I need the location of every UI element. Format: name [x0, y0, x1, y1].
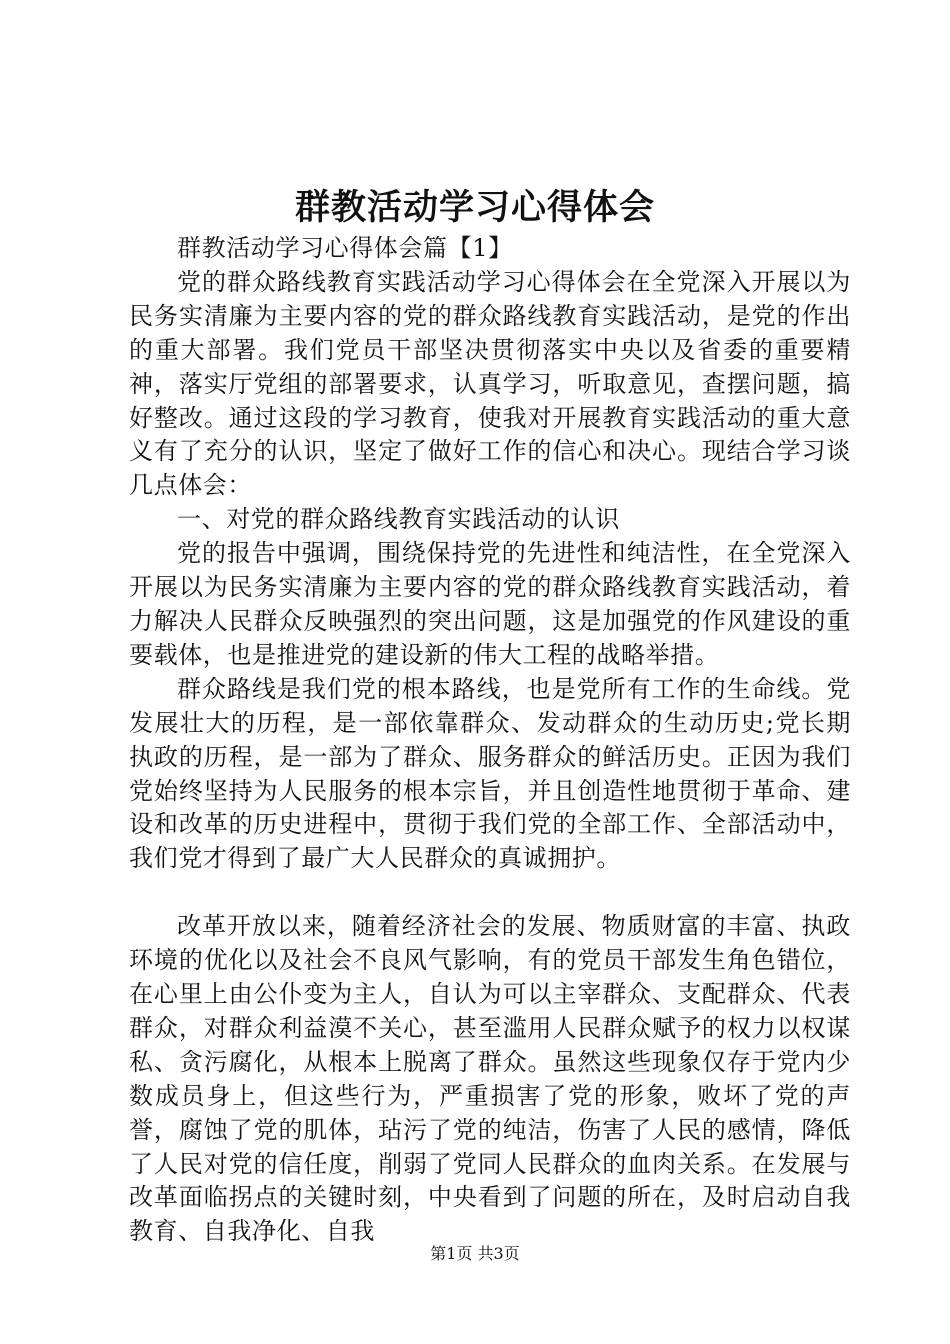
body-paragraph: 改革开放以来，随着经济社会的发展、物质财富的丰富、执政环境的优化以及社会不良风气影响，有的党员干部发生角色错位，在心里上由公仆变为主人，自认为可以主宰群众、支配群众、代表群众，对群众利益漠不关心，甚至滥用人民群众赋予的权力以权谋私、贪污腐化，从根本上脱离了群众。虽然这些现象仅存于党内少数成员身上，但这些行为，严重损害了党的形象，败坏了党的声誉，腐蚀了党的肌体，玷污了党的纯洁，伤害了人民的感情，降低了人民对党的信任度，削弱了党同人民群众的血肉关系。在发展与改革面临拐点的关键时刻，中央看到了问题的所在，及时启动自我教育、自我净化、自我 [129, 912, 851, 1246]
body-paragraph: 群众路线是我们党的根本路线，也是党所有工作的生命线。党发展壮大的历程，是一部依靠群众、发动群众的生动历史;党长期执政的历程，是一部为了群众、服务群众的鲜活历史。正因为我们党始终坚持为人民服务的根本宗旨，并且创造性地贯彻于革命、建设和改革的历史进程中，贯彻于我们党的全部工作、全部活动中，我们党才得到了最广大人民群众的真诚拥护。 [129, 674, 851, 873]
body-paragraph: 党的报告中强调，围绕保持党的先进性和纯洁性，在全党深入开展以为民务实清廉为主要内容的党的群众路线教育实践活动，着力解决人民群众反映强烈的突出问题，这是加强党的作风建设的重要载体，也是推进党的建设新的伟大工程的战略举措。 [129, 539, 851, 669]
document-title: 群教活动学习心得体会 [294, 187, 655, 228]
document-body [129, 232, 851, 1249]
section-heading: 群教活动学习心得体会篇【1】 [177, 234, 513, 262]
page-footer: 第1页 共3页 [430, 1244, 520, 1263]
body-paragraph: 党的群众路线教育实践活动学习心得体会在全党深入开展以为民务实清廉为主要内容的党的群众路线教育实践活动，是党的作出的重大部署。我们党员干部坚决贯彻落实中央以及省委的重要精神，落实厅党组的部署要求，认真学习，听取意见，查摆问题，搞好整改。通过这段的学习教育，使我对开展教育实践活动的重大意义有了充分的认识，坚定了做好工作的信心和决心。现结合学习谈几点体会： [129, 267, 851, 500]
subsection-heading: 一、对党的群众路线教育实践活动的认识 [177, 505, 620, 534]
